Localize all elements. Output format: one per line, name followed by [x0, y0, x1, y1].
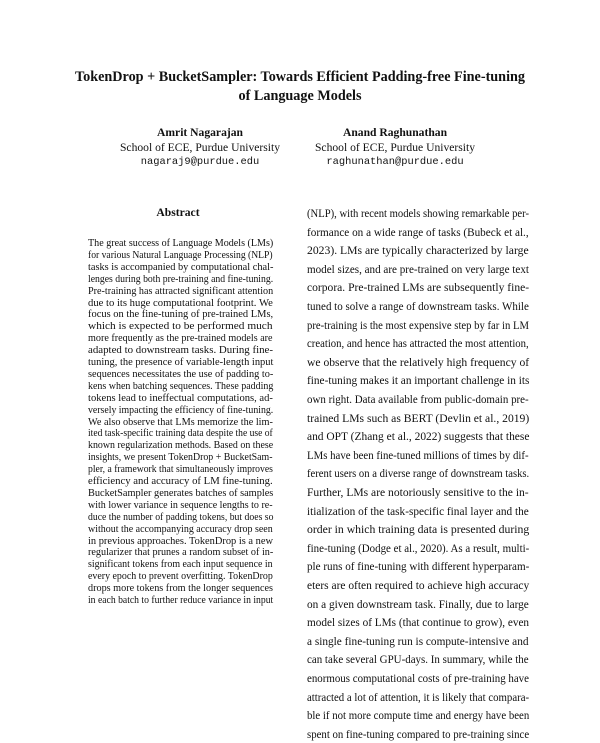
title-line-1: TokenDrop + BucketSampler: Towards Efficient Padding-free Fine-tuning	[74, 69, 526, 85]
body-text-line: eters are often required to achieve high accuracy	[307, 580, 530, 592]
abstract-line: tokens lead to ineffectual computations, ad-	[88, 392, 273, 404]
body-text-line: spent on fine-tuning compared to pre-training since	[307, 728, 530, 741]
body-text-line: (NLP), with recent models showing remarkable per-	[307, 208, 529, 220]
author-name: Amrit Nagarajan	[157, 126, 243, 139]
body-text-line: LMs have been fine-tuned millions of times by dif-	[307, 449, 529, 462]
author-affiliation: School of ECE, Purdue University	[119, 141, 281, 154]
body-text-line: fine-tuning makes it an important challenge in its	[307, 375, 530, 388]
body-text-line: can take several GPU-days. In summary, while the	[307, 654, 529, 667]
abstract-line: in each batch to further reduce variance in input	[88, 595, 274, 606]
author-email: nagaraj9@purdue.edu	[140, 156, 260, 168]
abstract-line: for various Natural Language Processing (NLP)	[88, 249, 273, 261]
abstract-line: versely impacting the efficiency of fine-tuning.	[88, 404, 274, 416]
title-line-2: of Language Models	[238, 88, 362, 104]
abstract-line: adapted to downstream tasks. During fine-	[88, 345, 274, 357]
abstract-line: kens when batching sequences. These padding	[88, 380, 274, 392]
abstract-line: tuning, the presence of variable-length input	[88, 357, 274, 368]
abstract-line: BucketSampler generates batches of samples	[88, 487, 274, 499]
body-text-line: itialization of the task-specific final layer and the	[307, 505, 529, 518]
abstract-line: insights, we present TokenDrop + BucketSam-	[88, 452, 273, 464]
body-text-line: order in which training data is presented during	[307, 524, 530, 537]
abstract-line: pler, a framework that simultaneously improves	[88, 464, 273, 476]
body-text-line: pre-training is the most expensive step by far in LM	[307, 319, 529, 332]
author-email: raghunathan@purdue.edu	[326, 156, 464, 168]
body-text-line: tuned to solve a range of downstream tasks. While	[307, 301, 529, 313]
abstract-line: Pre-training has attracted significant attention	[88, 285, 274, 297]
body-text-line: own right. Data available from public-domain pre-	[307, 394, 529, 406]
body-text-line: on a given downstream task. Finally, due to large	[307, 598, 529, 611]
abstract-line: lenges during both pre-training and fine-tuning.	[88, 273, 274, 285]
body-text-line: ple runs of fine-tuning with different hyperparam-	[307, 561, 530, 574]
body-text-line: corpora. Pre-trained LMs are subsequently fine-	[307, 282, 530, 295]
body-text-line: ble if not more compute time and energy have been	[307, 710, 530, 723]
abstract-line: with lower variance in sequence lengths to re-	[88, 499, 273, 511]
abstract-line: known regularization methods. Based on these	[88, 440, 274, 452]
abstract-line: regularizer that prunes a random subset of in-	[88, 547, 274, 559]
abstract-line: sequences necessitates the use of padding to-	[88, 368, 274, 380]
abstract-line: more frequently as the pre-trained models are	[88, 333, 273, 345]
abstract-line: The great success of Language Models (LMs)	[88, 238, 274, 249]
abstract-line: in previous approaches. TokenDrop is a new	[88, 535, 273, 547]
body-text-line: Further, LMs are notoriously sensitive to the in-	[307, 487, 529, 499]
paper-title	[40, 68, 560, 106]
body-text-line: a single fine-tuning run is compute-intensive and	[307, 635, 529, 648]
body-text-line: and OPT (Zhang et al., 2022) suggests that these	[307, 431, 530, 444]
abstract-heading: Abstract	[156, 206, 200, 219]
body-text-line: model sizes of LMs (that continue to grow), even	[307, 617, 530, 630]
author-name: Anand Raghunathan	[342, 126, 448, 139]
body-text-line: 2023). LMs are typically characterized by large	[307, 245, 529, 258]
abstract-line: drops more tokens from the longer sequences	[88, 583, 274, 595]
body-text-line: trained LMs such as BERT (Devlin et al., 2019)	[307, 412, 530, 425]
author-block-2	[310, 125, 480, 170]
abstract-line: significant tokens from each input sequence in	[88, 559, 273, 571]
author-block-1	[100, 125, 300, 170]
abstract-line: We also observe that LMs memorize the lim-	[88, 416, 273, 428]
body-text-line: we observe that the relatively high frequency of	[307, 356, 530, 369]
abstract-line: duce the number of padding tokens, but does so	[88, 511, 274, 523]
abstract-line: due to its huge computational footprint. We	[88, 297, 273, 309]
body-text-line: ferent users on a diverse range of downstream tasks.	[307, 468, 530, 481]
abstract-line: which is expected to be performed much	[88, 321, 273, 333]
abstract-line: efficiency and accuracy of LM fine-tuning.	[88, 476, 273, 487]
author-affiliation: School of ECE, Purdue University	[314, 141, 476, 154]
body-text-line: attracted a lot of attention, it is likely that compara-	[307, 691, 530, 704]
abstract-line: every epoch to prevent overfitting. TokenDrop	[88, 571, 273, 583]
body-text-line: enormous computational costs of pre-training have	[307, 673, 529, 685]
body-text-line: creation, and hence has attracted the most attention,	[307, 338, 529, 351]
abstract-line: without the accompanying accuracy drop seen	[88, 523, 273, 535]
abstract-line: focus on the fine-tuning of pre-trained LMs,	[88, 309, 274, 321]
body-text-line: formance on a wide range of tasks (Bubeck et al.,	[307, 226, 529, 239]
body-text-line: model sizes, and are pre-trained on very large text	[307, 263, 529, 276]
body-text-line: fine-tuning (Dodge et al., 2020). As a result, multi-	[307, 542, 530, 555]
abstract-line: tasks is accompanied by computational chal-	[88, 261, 274, 273]
abstract-line: ited task-specific training data despite the use of	[88, 428, 273, 440]
